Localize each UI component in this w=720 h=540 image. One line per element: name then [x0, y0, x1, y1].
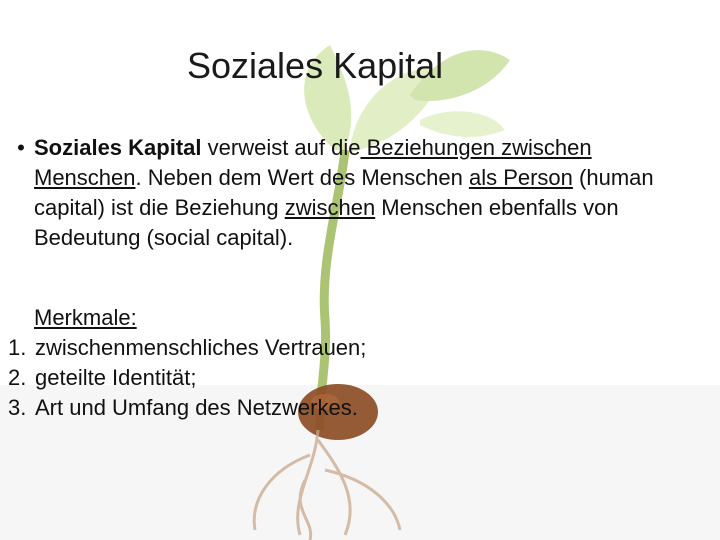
paragraph-text	[34, 133, 698, 253]
root-2	[318, 440, 350, 535]
link-beziehungen[interactable]: Beziehungen zwischen Menschen	[34, 135, 592, 190]
paragraph-part-1: verweist auf die	[201, 135, 361, 160]
list-item-number: 1.	[8, 335, 27, 360]
list-item-number: 3.	[8, 395, 27, 420]
list-item-text: geteilte Identität;	[35, 365, 197, 390]
term-soziales-kapital: Soziales Kapital	[34, 135, 202, 160]
bullet-paragraph	[8, 133, 698, 253]
link-als-person[interactable]: als Person	[468, 165, 573, 190]
root-5	[300, 480, 311, 540]
paragraph-part-3: (human capital) ist die Beziehung	[34, 165, 654, 220]
paragraph-part-4: Menschen ebenfalls von Bedeutung (social capital).	[34, 195, 619, 250]
paragraph-part-2: . Neben dem Wert des Menschen	[135, 165, 469, 190]
list-item-text: Art und Umfang des Netzwerkes.	[35, 395, 358, 420]
roots-group	[254, 430, 400, 540]
merkmale-link[interactable]: Merkmale:	[34, 305, 137, 330]
list-item	[8, 333, 698, 363]
root-4	[325, 470, 400, 530]
link-zwischen[interactable]: zwischen	[284, 195, 376, 220]
feature-list	[8, 333, 698, 423]
list-item-text: zwischenmenschliches Vertrauen;	[35, 335, 367, 360]
slide-title: Soziales Kapital	[187, 45, 444, 86]
list-item	[8, 393, 698, 423]
merkmale-label	[8, 303, 698, 333]
list-item	[8, 363, 698, 393]
list-item-number: 2.	[8, 365, 27, 390]
content-block	[8, 133, 698, 423]
bullet-icon: •	[17, 135, 25, 160]
